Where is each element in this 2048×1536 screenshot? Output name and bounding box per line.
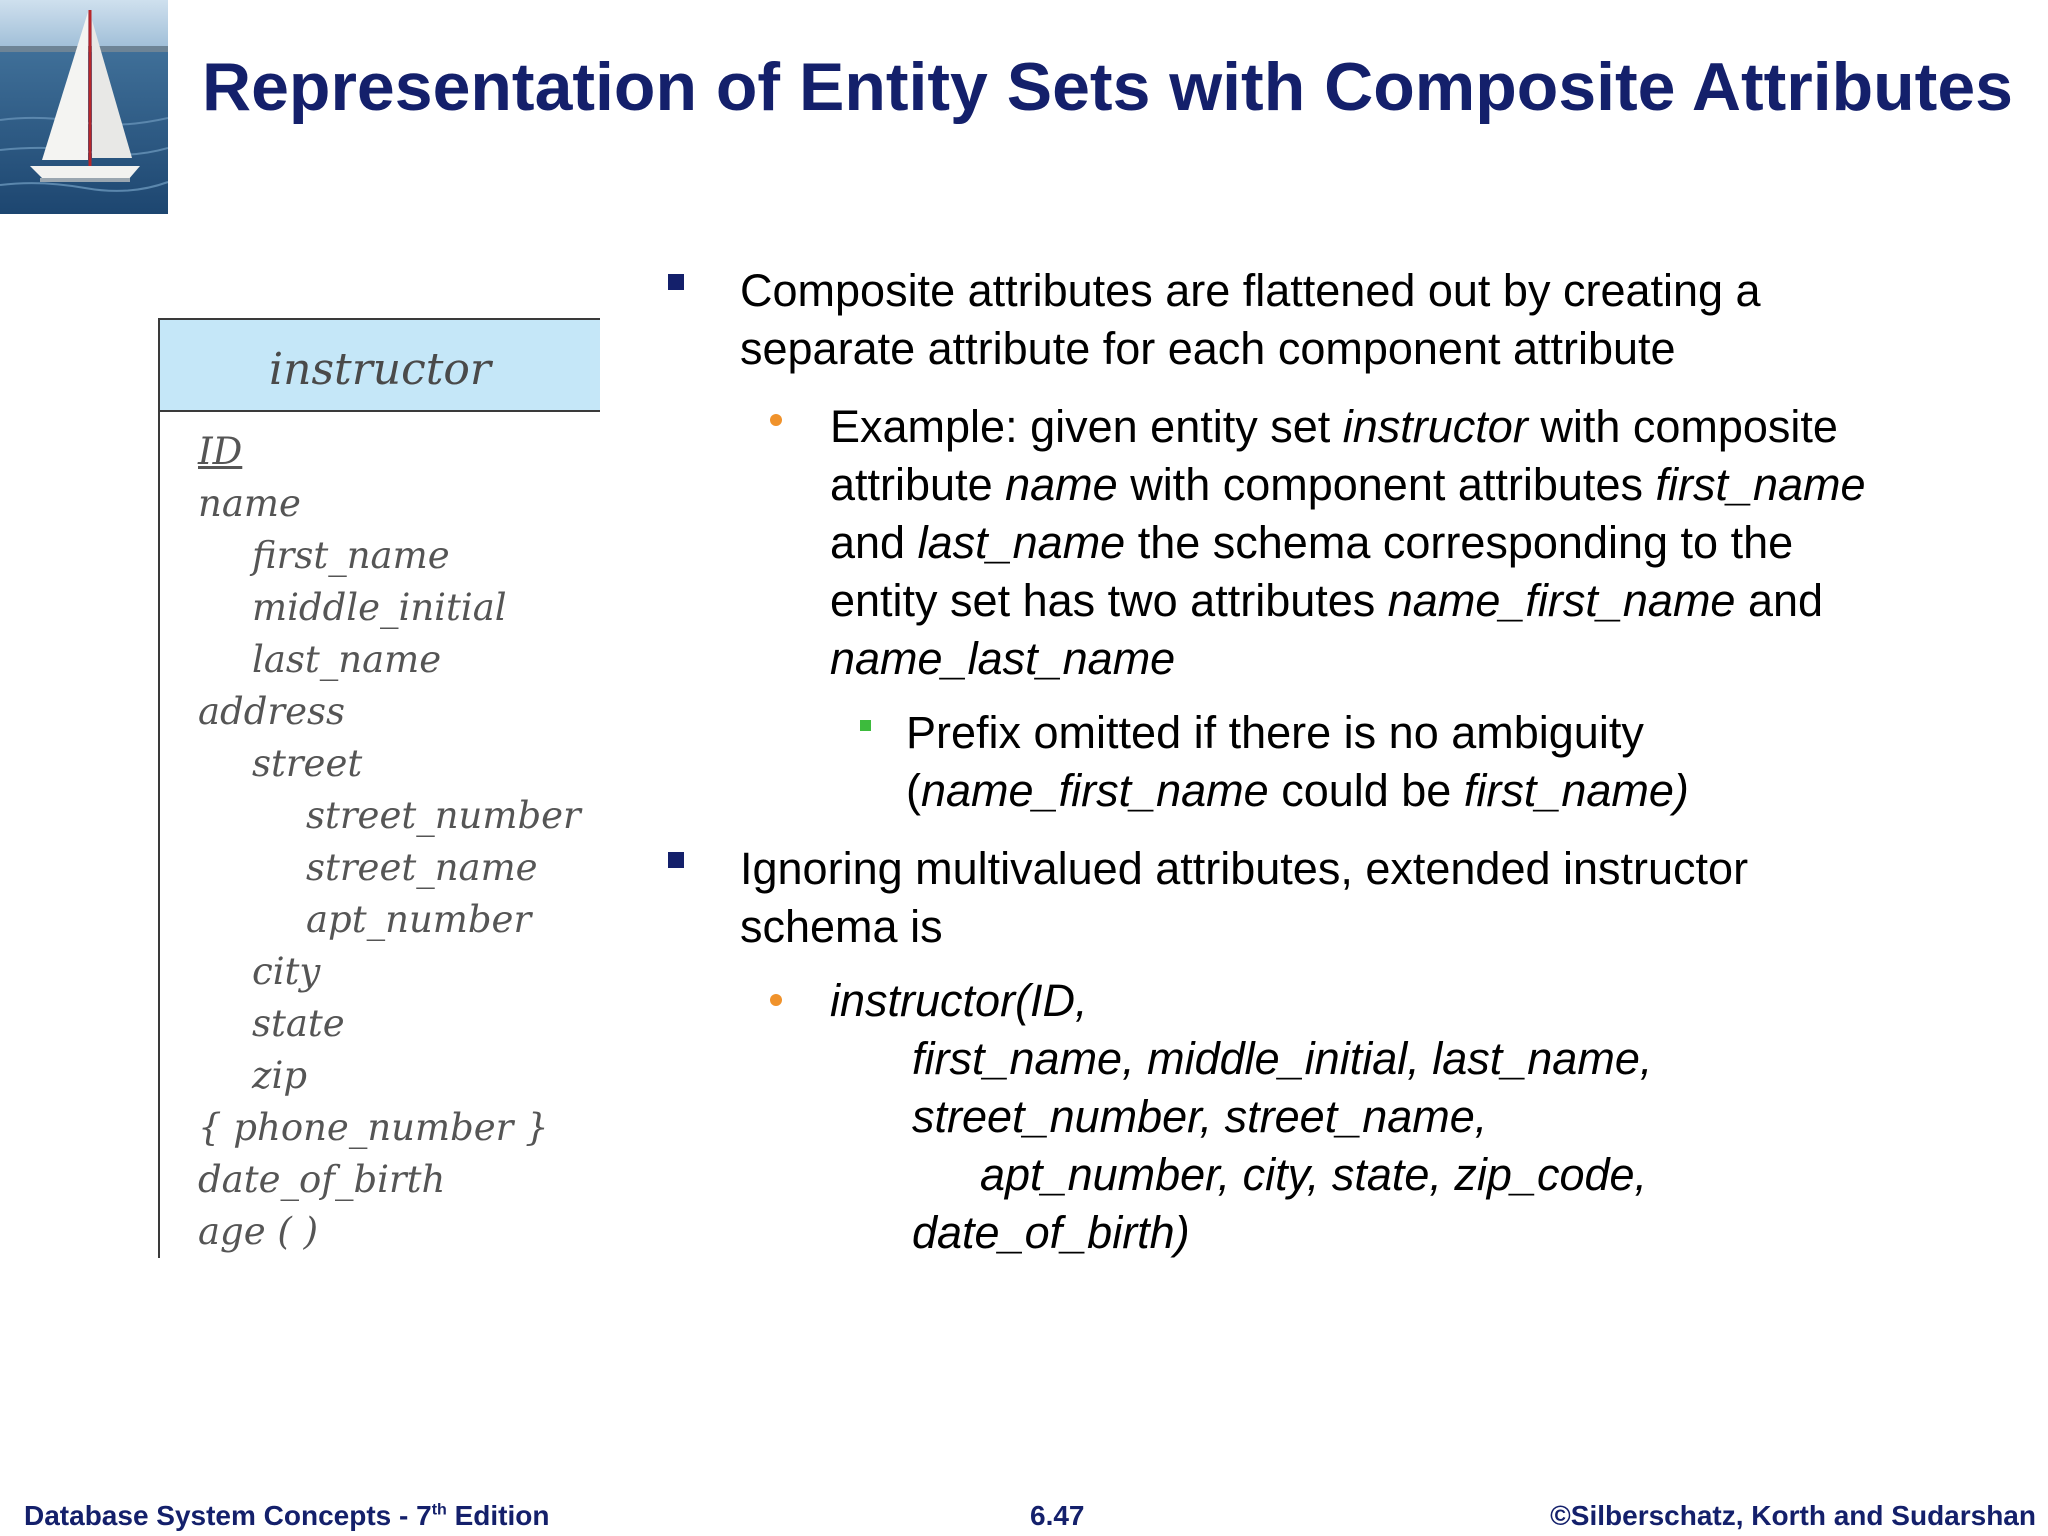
bullet-square [668,274,684,290]
attr-name: name [198,482,301,525]
bullet2-line1: Ignoring multivalued attributes, extended instructor [740,843,1749,894]
prefix-line2: (name_first_name could be first_name) [906,765,1689,816]
attr-age: age ( ) [198,1210,319,1253]
bullet-dot [770,994,782,1006]
example-line1: Example: given entity set instructor with composite [830,401,1838,452]
attr-apt-number: apt_number [306,898,532,941]
schema-line3: street_number, street_name, [912,1091,1488,1142]
bullet1-line1: Composite attributes are flattened out by creating a [740,265,1761,316]
attr-address: address [198,690,345,733]
example-line4: entity set has two attributes name_first_name and [830,575,1824,626]
schema-line5: date_of_birth) [912,1207,1190,1258]
footer-copyright: ©Silberschatz, Korth and Sudarshan [1550,1500,2036,1531]
bullet-square [668,852,684,868]
footer-book-title: Database System Concepts - 7th Edition [24,1500,550,1531]
attr-state: state [252,1002,345,1045]
entity-border [158,412,160,1258]
attr-phone-number: { phone_number } [198,1106,549,1149]
attr-street: street [252,742,363,785]
schema-line1: instructor(ID, [830,975,1088,1026]
schema-line2: first_name, middle_initial, last_name, [912,1033,1653,1084]
entity-name: instructor [269,344,491,395]
schema-line4: apt_number, city, state, zip_code, [980,1149,1648,1200]
attr-date-of-birth: date_of_birth [198,1158,446,1201]
example-line3: and last_name the schema corresponding to the [830,517,1794,568]
bullet2-line2: schema is [740,901,943,952]
bullet-dot [770,414,782,426]
attr-street-number: street_number [306,794,581,837]
prefix-line1: Prefix omitted if there is no ambiguity [906,707,1644,758]
example-line2: attribute name with component attributes first_name [830,459,1866,510]
attr-first-name: first_name [252,534,450,577]
attr-zip: zip [252,1054,308,1097]
sailboat-logo [0,0,168,214]
attr-city: city [252,950,321,993]
attr-id: ID [198,430,243,473]
bullet1-line2: separate attribute for each component attribute [740,323,1676,374]
footer-page-number: 6.47 [1030,1500,1085,1531]
attr-middle-initial: middle_initial [252,586,507,629]
entity-diagram [158,318,602,1258]
attr-street-name: street_name [306,846,538,889]
bullet-small-square [860,720,871,731]
attr-last-name: last_name [252,638,442,681]
entity-header [158,318,600,412]
example-line5: name_last_name [830,633,1176,684]
slide-title: Representation of Entity Sets with Composite Attributes [202,49,2013,125]
